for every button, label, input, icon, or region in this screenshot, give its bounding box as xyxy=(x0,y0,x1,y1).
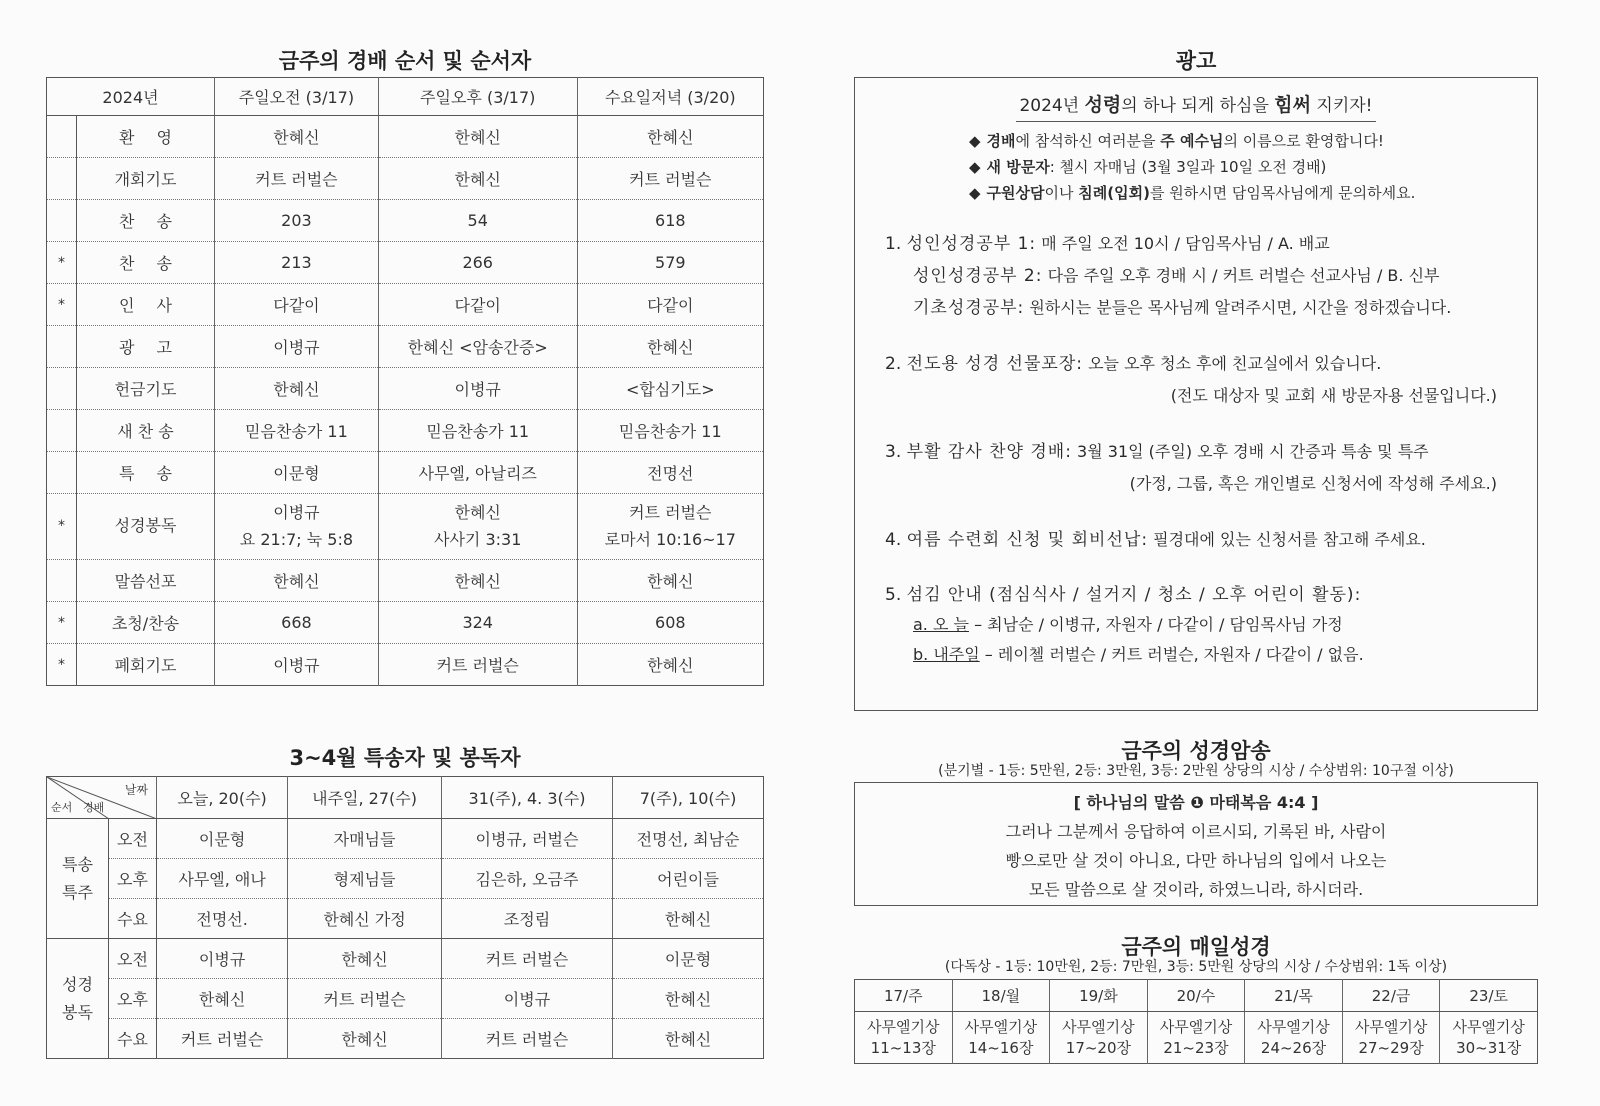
day-header: 18/월 xyxy=(952,980,1050,1012)
day-header: 19/화 xyxy=(1050,980,1148,1012)
reading-cell xyxy=(1245,1012,1343,1064)
order-cell: 믿음찬송가 11 xyxy=(378,410,577,452)
chapter-range: 14~16장 xyxy=(968,1038,1034,1057)
order-cell: 54 xyxy=(378,200,577,242)
order-cell: 커트 러벌슨 xyxy=(215,158,379,200)
order-cell: 266 xyxy=(378,242,577,284)
table-row xyxy=(47,819,764,859)
order-cell xyxy=(378,494,577,560)
verse-line: 그러나 그분께서 응답하여 이르시되, 기록된 바, 사람이 xyxy=(1005,822,1387,841)
announcement-line xyxy=(885,580,1519,610)
table-row xyxy=(47,979,764,1019)
item-heading: 부활 감사 찬양 경배: xyxy=(906,442,1072,462)
item-heading: 여름 수련회 신청 및 회비선납: xyxy=(906,530,1149,550)
special-schedule-table xyxy=(46,776,764,1059)
order-cell xyxy=(577,494,763,560)
table-row xyxy=(47,242,764,284)
memorization-subtitle: (분기별 - 1등: 5만원, 2등: 3만원, 3등: 2만원 상당의 시상 / 수상범위: 10구절 이상) xyxy=(938,763,1454,779)
item-number: 1. xyxy=(885,234,902,254)
item-number: 4. xyxy=(885,530,902,550)
bullet-bold: 주 예수님 xyxy=(1160,132,1224,150)
bullet-text: 이나 xyxy=(1044,184,1079,202)
order-cell: 믿음찬송가 11 xyxy=(577,410,763,452)
item-heading: 성인성경공부 2: xyxy=(913,266,1043,286)
order-cell xyxy=(215,494,379,560)
bullet-text: : 첼시 자매님 (3월 3일과 10일 오전 경배) xyxy=(1049,158,1327,176)
day-header: 20/수 xyxy=(1147,980,1245,1012)
serving-label: a. 오 늘 xyxy=(913,615,969,634)
service-label: 오전 xyxy=(109,939,157,979)
order-cell: 믿음찬송가 11 xyxy=(215,410,379,452)
order-cell: 한혜신 xyxy=(378,158,577,200)
reader-name: 이병규 xyxy=(273,503,320,523)
motto-bold: 성령 xyxy=(1084,94,1122,116)
announcement-item-3 xyxy=(885,436,1519,500)
standing-marker xyxy=(47,116,77,158)
order-of-service-table xyxy=(46,77,764,686)
bullet-text: 의 이름으로 환영합니다! xyxy=(1223,132,1384,150)
announcement-line xyxy=(885,292,1519,324)
schedule-cell: 이병규, 러벌슨 xyxy=(441,819,612,859)
group-label-line: 특주 xyxy=(62,882,93,902)
standing-marker xyxy=(47,410,77,452)
reading-cell xyxy=(1342,1012,1440,1064)
standing-marker: * xyxy=(47,602,77,644)
order-cell: 다같이 xyxy=(378,284,577,326)
order-cell: 203 xyxy=(215,200,379,242)
standing-marker: * xyxy=(47,494,77,560)
scripture-reference: 사사기 3:31 xyxy=(434,529,522,549)
daily-bible-title: 금주의 매일성경 xyxy=(1121,935,1271,959)
item-number: 5. xyxy=(885,585,902,605)
item-body: 원하시는 분들은 목사님께 알려주시면, 시간을 정하겠습니다. xyxy=(1024,298,1452,317)
column-header: 내주일, 27(수) xyxy=(288,777,442,819)
bullet-bold: 구원상담 xyxy=(986,184,1045,202)
table-row xyxy=(47,644,764,686)
schedule-cell: 한혜신 xyxy=(288,939,442,979)
standing-marker xyxy=(47,326,77,368)
standing-marker: * xyxy=(47,242,77,284)
bullet-item xyxy=(969,154,1519,180)
scripture-reference: 로마서 10:16~17 xyxy=(604,529,736,549)
group-label-line: 특송 xyxy=(62,855,93,875)
item-number: 2. xyxy=(885,354,902,374)
order-item-label: 찬송 xyxy=(77,242,215,284)
schedule-cell: 김은하, 오금주 xyxy=(441,859,612,899)
order-item-label: 찬송 xyxy=(77,200,215,242)
welcome-bullets xyxy=(873,128,1519,206)
service-label: 수요 xyxy=(109,899,157,939)
announcement-item-4 xyxy=(885,524,1519,556)
verse-line: 빵으로만 살 것이 아니요, 다만 하나님의 입에서 나오는 xyxy=(1005,851,1387,870)
order-cell: 다같이 xyxy=(577,284,763,326)
table-row xyxy=(855,1012,1538,1064)
corner-date-label: 날짜 xyxy=(124,783,148,797)
order-cell: <합심기도> xyxy=(577,368,763,410)
order-cell: 커트 러벌슨 xyxy=(577,158,763,200)
diamond-bullet-icon: ◆ xyxy=(969,184,981,202)
daily-bible-subtitle: (다독상 - 1등: 10만원, 2등: 7만원, 3등: 5만원 상당의 시상 / 수상범위: 1독 이상) xyxy=(944,959,1448,975)
table-row xyxy=(47,1019,764,1059)
order-cell: 사무엘, 아날리즈 xyxy=(378,452,577,494)
bullet-item xyxy=(969,128,1519,154)
day-header: 23/토 xyxy=(1440,980,1538,1012)
item-note: (전도 대상자 및 교회 새 방문자용 선물입니다.) xyxy=(1170,386,1497,405)
table-row xyxy=(47,368,764,410)
schedule-cell: 커트 러벌슨 xyxy=(157,1019,288,1059)
schedule-cell: 한혜신 xyxy=(613,979,764,1019)
schedule-cell: 전명선. xyxy=(157,899,288,939)
column-header: 주일오전 (3/17) xyxy=(215,78,379,116)
table-row xyxy=(47,326,764,368)
schedule-cell: 사무엘, 애나 xyxy=(157,859,288,899)
service-label: 오전 xyxy=(109,819,157,859)
order-item-label: 새 찬 송 xyxy=(77,410,215,452)
schedule-cell: 이병규 xyxy=(157,939,288,979)
reader-name: 한혜신 xyxy=(454,503,501,523)
table-header-row xyxy=(47,777,764,819)
item-heading: 섬김 안내 (점심식사 / 설거지 / 청소 / 오후 어린이 활동): xyxy=(906,585,1362,605)
standing-marker xyxy=(47,200,77,242)
book-name: 사무엘기상 xyxy=(867,1017,940,1036)
memorization-box xyxy=(854,782,1538,906)
schedule-cell: 한혜신 가정 xyxy=(288,899,442,939)
item-body: 매 주일 오전 10시 / 담임목사님 / A. 배교 xyxy=(1036,234,1330,253)
motto-text: 2024년 xyxy=(1019,96,1085,116)
order-cell: 커트 러벌슨 xyxy=(378,644,577,686)
schedule-cell: 형제님들 xyxy=(288,859,442,899)
schedule-cell: 이병규 xyxy=(441,979,612,1019)
column-header: 31(주), 4. 3(수) xyxy=(441,777,612,819)
item-heading: 전도용 성경 선물포장: xyxy=(906,354,1083,374)
schedule-cell: 한혜신 xyxy=(288,1019,442,1059)
order-cell: 이병규 xyxy=(215,326,379,368)
schedule-cell: 자매님들 xyxy=(288,819,442,859)
schedule-cell: 커트 러벌슨 xyxy=(441,1019,612,1059)
order-item-label: 헌금기도 xyxy=(77,368,215,410)
order-cell: 다같이 xyxy=(215,284,379,326)
chapter-range: 21~23장 xyxy=(1163,1038,1229,1057)
item-note: (가정, 그룹, 혹은 개인별로 신청서에 작성해 주세요.) xyxy=(1129,474,1497,493)
table-row xyxy=(47,116,764,158)
corner-order-label: 순서 xyxy=(51,801,73,814)
serving-line-next-week xyxy=(885,640,1519,670)
group-label xyxy=(47,939,109,1059)
schedule-cell: 어린이들 xyxy=(613,859,764,899)
announcement-line xyxy=(885,524,1519,556)
order-item-label: 말씀선포 xyxy=(77,560,215,602)
order-cell: 618 xyxy=(577,200,763,242)
announcement-item-2 xyxy=(885,348,1519,412)
diamond-bullet-icon: ◆ xyxy=(969,132,981,150)
corner-service-label: 경배 xyxy=(83,801,105,814)
group-label xyxy=(47,819,109,939)
order-cell: 한혜신 xyxy=(378,560,577,602)
special-schedule-title: 3~4월 특송자 및 봉독자 xyxy=(289,746,521,770)
announcement-item-5 xyxy=(885,580,1519,670)
chapter-range: 17~20장 xyxy=(1065,1038,1132,1057)
table-row xyxy=(47,602,764,644)
reading-cell xyxy=(855,1012,953,1064)
announcement-item-1 xyxy=(885,228,1519,324)
book-name: 사무엘기상 xyxy=(1257,1017,1330,1036)
table-row xyxy=(47,410,764,452)
schedule-cell: 한혜신 xyxy=(157,979,288,1019)
order-cell: 이병규 xyxy=(215,644,379,686)
reading-cell xyxy=(1440,1012,1538,1064)
order-cell: 전명선 xyxy=(577,452,763,494)
day-header: 17/주 xyxy=(855,980,953,1012)
table-row xyxy=(47,939,764,979)
scripture-reference: 요 21:7; 눅 5:8 xyxy=(239,529,354,549)
motto-underline xyxy=(1016,121,1376,122)
verse-reference: [ 하나님의 말씀 ❶ 마태복음 4:4 ] xyxy=(1073,793,1319,812)
chapter-range: 30~31장 xyxy=(1456,1038,1522,1057)
daily-bible-table xyxy=(854,979,1538,1064)
order-cell: 한혜신 xyxy=(577,560,763,602)
bullet-bold: 침례(입회) xyxy=(1078,184,1150,202)
item-number: 3. xyxy=(885,442,902,462)
order-of-service-title: 금주의 경배 순서 및 순서자 xyxy=(278,49,532,73)
announcements-box xyxy=(854,77,1538,711)
table-header-row xyxy=(855,980,1538,1012)
order-item-label: 광고 xyxy=(77,326,215,368)
diagonal-corner-cell xyxy=(47,777,157,819)
book-name: 사무엘기상 xyxy=(1062,1017,1135,1036)
table-row xyxy=(47,560,764,602)
book-name: 사무엘기상 xyxy=(964,1017,1038,1036)
bullet-item xyxy=(969,180,1519,206)
schedule-cell: 한혜신 xyxy=(613,899,764,939)
standing-marker xyxy=(47,368,77,410)
order-cell: 한혜신 xyxy=(577,326,763,368)
group-label-line: 봉독 xyxy=(62,1002,93,1022)
reading-cell xyxy=(1147,1012,1245,1064)
table-header-row xyxy=(47,78,764,116)
book-name: 사무엘기상 xyxy=(1159,1017,1233,1036)
announcement-line xyxy=(885,260,1519,292)
order-item-label: 초청/찬송 xyxy=(77,602,215,644)
bullet-text: 에 참석하신 여러분을 xyxy=(1015,132,1161,150)
order-cell: 이병규 xyxy=(378,368,577,410)
item-body: 필경대에 있는 신청서를 참고해 주세요. xyxy=(1148,530,1426,549)
order-item-label: 인사 xyxy=(77,284,215,326)
day-header: 22/금 xyxy=(1342,980,1440,1012)
bullet-bold: 새 방문자 xyxy=(986,158,1050,176)
item-heading: 성인성경공부 1: xyxy=(906,234,1037,254)
column-header: 주일오후 (3/17) xyxy=(378,78,577,116)
schedule-cell: 커트 러벌슨 xyxy=(441,939,612,979)
reading-cell xyxy=(952,1012,1050,1064)
table-row xyxy=(47,899,764,939)
schedule-cell: 조정림 xyxy=(441,899,612,939)
book-name: 사무엘기상 xyxy=(1354,1017,1428,1036)
serving-line-today xyxy=(885,610,1519,640)
order-item-label: 개회기도 xyxy=(77,158,215,200)
schedule-cell: 전명선, 최남순 xyxy=(613,819,764,859)
service-label: 오후 xyxy=(109,979,157,1019)
chapter-range: 27~29장 xyxy=(1358,1038,1424,1057)
order-cell: 324 xyxy=(378,602,577,644)
order-item-label: 폐회기도 xyxy=(77,644,215,686)
item-body: 다음 주일 오후 경배 시 / 커트 러벌슨 선교사님 / B. 신부 xyxy=(1042,266,1440,285)
order-cell: 608 xyxy=(577,602,763,644)
schedule-cell: 커트 러벌슨 xyxy=(288,979,442,1019)
standing-marker: * xyxy=(47,644,77,686)
order-cell: 한혜신 <암송간증> xyxy=(378,326,577,368)
table-row xyxy=(47,158,764,200)
chapter-range: 11~13장 xyxy=(870,1038,936,1057)
serving-text: – 레이첼 러벌슨 / 커트 러벌슨, 자원자 / 다같이 / 없음. xyxy=(979,645,1364,664)
order-cell: 이문형 xyxy=(215,452,379,494)
column-header: 오늘, 20(수) xyxy=(157,777,288,819)
column-header: 7(주), 10(수) xyxy=(613,777,764,819)
item-body: 오늘 오후 청소 후에 친교실에서 있습니다. xyxy=(1082,354,1382,373)
item-heading: 기초성경공부: xyxy=(913,298,1025,318)
announcement-line xyxy=(885,436,1519,468)
reading-cell xyxy=(1050,1012,1148,1064)
memorization-title: 금주의 성경암송 xyxy=(1121,739,1271,763)
schedule-cell: 이문형 xyxy=(613,939,764,979)
order-cell: 한혜신 xyxy=(577,116,763,158)
order-item-label: 특송 xyxy=(77,452,215,494)
reader-name: 커트 러벌슨 xyxy=(629,503,712,523)
standing-marker: * xyxy=(47,284,77,326)
column-header: 수요일저녁 (3/20) xyxy=(577,78,763,116)
table-row xyxy=(47,494,764,560)
bullet-bold: 경배 xyxy=(986,132,1016,150)
verse-line: 모든 말씀으로 살 것이라, 하였느니라, 하시더라. xyxy=(1028,880,1364,899)
order-cell: 한혜신 xyxy=(215,560,379,602)
standing-marker xyxy=(47,560,77,602)
order-cell: 한혜신 xyxy=(215,116,379,158)
order-cell: 213 xyxy=(215,242,379,284)
diamond-bullet-icon: ◆ xyxy=(969,158,981,176)
table-row xyxy=(47,284,764,326)
chapter-range: 24~26장 xyxy=(1260,1038,1327,1057)
day-header: 21/목 xyxy=(1245,980,1343,1012)
table-row xyxy=(47,200,764,242)
announcement-line xyxy=(885,348,1519,380)
motto-bold: 힘써 xyxy=(1274,94,1312,116)
schedule-cell: 이문형 xyxy=(157,819,288,859)
item-body: 3월 31일 (주일) 오후 경배 시 간증과 특송 및 특주 xyxy=(1071,442,1429,461)
standing-marker xyxy=(47,452,77,494)
order-cell: 668 xyxy=(215,602,379,644)
group-label-line: 성경 xyxy=(62,975,93,995)
year-header: 2024년 xyxy=(47,78,215,116)
order-cell: 한혜신 xyxy=(647,656,694,675)
motto-text: 지키자! xyxy=(1311,96,1373,116)
table-row xyxy=(47,859,764,899)
service-label: 오후 xyxy=(109,859,157,899)
standing-marker xyxy=(47,158,77,200)
service-label: 수요 xyxy=(109,1019,157,1059)
bullet-text: 를 원하시면 담임목사님에게 문의하세요. xyxy=(1149,184,1416,202)
schedule-cell: 한혜신 xyxy=(664,1030,712,1049)
announcement-line xyxy=(885,228,1519,260)
motto-text: 의 하나 되게 하심을 xyxy=(1121,96,1275,116)
table-row xyxy=(47,452,764,494)
serving-label: b. 내주일 xyxy=(913,645,980,664)
order-item-label: 환영 xyxy=(77,116,215,158)
order-cell: 한혜신 xyxy=(378,116,577,158)
announcements-title: 광고 xyxy=(1175,49,1217,73)
order-item-label: 성경봉독 xyxy=(77,494,215,560)
order-cell: 579 xyxy=(577,242,763,284)
book-name: 사무엘기상 xyxy=(1452,1017,1525,1036)
serving-text: – 최남순 / 이병규, 자원자 / 다같이 / 담임목사님 가정 xyxy=(968,615,1343,634)
yearly-motto xyxy=(873,90,1519,117)
order-cell: 한혜신 xyxy=(215,368,379,410)
